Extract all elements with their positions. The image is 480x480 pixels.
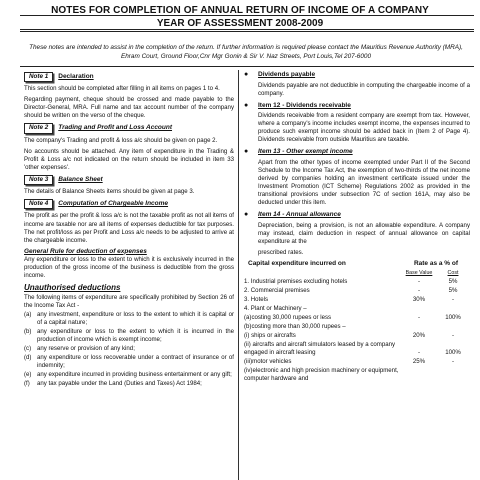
item-12-title: Item 12 - Dividends receivable <box>258 101 351 109</box>
table-subheader-row <box>244 269 470 277</box>
list-item <box>24 354 234 370</box>
table-cell-base-value: 25% <box>412 358 426 366</box>
table-row <box>244 332 470 341</box>
list-item <box>24 328 234 344</box>
dividends-payable-paragraph: Dividends payable are not deductible in computing the chargeable income of a company. <box>258 81 470 97</box>
table-cell-base-value: - <box>417 286 421 294</box>
dividends-payable-heading <box>244 70 470 80</box>
table-row <box>244 304 470 313</box>
list-item <box>24 345 234 353</box>
note-4-heading <box>24 199 234 209</box>
note-3-paragraph-1: The details of Balance Sheets items should be given at page 3. <box>24 188 195 196</box>
note-1-box: Note 1 <box>24 72 53 82</box>
note-4-title: Computation of Chargeable Income <box>58 200 169 208</box>
note-1-heading <box>24 72 234 82</box>
table-cell-cost: - <box>451 295 455 303</box>
unauthorised-deductions-heading: Unauthorised deductions <box>24 283 121 293</box>
list-item-text: any expenditure incurred in providing business entertainment or any gift; <box>37 371 232 379</box>
table-header-rate: Rate as a % of <box>413 260 459 268</box>
note-3-title: Balance Sheet <box>58 175 103 183</box>
table-subheader-base-value: Base Value <box>405 269 433 276</box>
table-cell-base-value: 30% <box>412 295 426 303</box>
column-divider <box>238 70 239 480</box>
table-cell-cost: 5% <box>448 277 458 285</box>
list-item-label: (c) <box>24 345 32 352</box>
note-3-box: Note 3 <box>24 175 53 185</box>
table-cell-description: 3. Hotels <box>244 295 269 303</box>
item-14-paragraph-2: prescribed rates. <box>258 248 304 256</box>
table-cell-cost: - <box>451 332 455 340</box>
capital-allowance-table <box>244 260 470 384</box>
table-row <box>244 277 470 286</box>
list-item-text: any reserve or provision of any kind; <box>37 345 135 352</box>
item-14-title: Item 14 - Annual allowance <box>258 211 341 219</box>
list-item <box>24 311 234 327</box>
table-row <box>244 358 470 367</box>
list-item-label: (a) <box>24 310 32 318</box>
table-cell-description: (iv)electronic and high precision machinery or equipment, computer hardware and <box>244 367 399 383</box>
bullet-icon: ● <box>244 101 249 109</box>
unauthorised-deductions-paragraph: The following items of expenditure are specifically prohibited by Section 26 of the Income Tax Act - <box>24 293 234 309</box>
list-item-text: any tax payable under the Land (Duties and Taxes) Act 1984; <box>37 380 202 388</box>
table-row <box>244 295 470 304</box>
bullet-icon: ● <box>244 71 249 78</box>
document-subtitle: YEAR OF ASSESSMENT 2008-2009 <box>156 18 324 29</box>
note-2-heading <box>24 123 234 133</box>
list-item <box>24 371 234 379</box>
item-14-paragraph-1: Depreciation, being a provision, is not an allowable expenditure. A company may instead, claim deduction in respect of annual allowance on capital expenditure at the <box>258 221 470 245</box>
note-2-paragraph-2: No accounts should be attached. Any item of expenditure in the Trading & Profit & Loss a/c not indicated on the return should be included in item 33 'other expenses'. <box>24 147 234 171</box>
table-cell-description: (ii) aircrafts and aircraft simulators leased by a company engaged in aircraft leasing <box>244 341 396 357</box>
table-header-description: Capital expenditure incurred on <box>248 260 346 268</box>
note-4-paragraph-1: The profit as per the profit & loss a/c is not the taxable profit as not all items of income are taxable nor are all items of expenses deductible for tax purposes. The net profit/loss as per Profit and Loss a/c needs to be adjusted to arrive at the chargeable income. <box>24 212 234 244</box>
item-14-heading <box>244 210 470 220</box>
note-2-box: Note 2 <box>24 123 53 133</box>
table-cell-description: 4. Plant or Machinery – <box>244 304 307 312</box>
table-cell-description: (b)costing more than 30,000 rupees – <box>244 323 346 331</box>
subtitle-rule-bottom <box>20 31 474 32</box>
item-13-title: Item 13 - Other exempt income <box>258 148 353 156</box>
table-cell-cost <box>436 304 470 313</box>
table-cell-base-value <box>402 367 436 384</box>
table-cell-base-value <box>402 304 436 313</box>
left-column <box>24 70 234 389</box>
item-12-heading <box>244 101 470 111</box>
table-cell-base-value: - <box>417 349 421 357</box>
right-column <box>244 70 470 384</box>
dividends-payable-title: Dividends payable <box>258 71 316 78</box>
item-13-heading <box>244 147 470 157</box>
intro-rule <box>20 66 474 67</box>
table-cell-cost <box>436 323 470 332</box>
note-1-title: Declaration <box>58 72 94 80</box>
table-cell-base-value: - <box>417 277 421 285</box>
table-row <box>244 323 470 332</box>
table-row <box>244 314 470 323</box>
list-item-label: (b) <box>24 327 32 335</box>
table-cell-cost: 100% <box>445 314 461 321</box>
item-13-paragraph: Apart from the other types of income exempted under Part II of the Second Schedule to the Income Tax Act, the exemption of two-thirds of the net income derived by companies holding an investment certificate issued under the Investment Promotion (ICT Scheme) Regulations 2002 as provided in the transitional provisions under subsection 7C of section 161A, may also be deducted under this item. <box>258 158 470 207</box>
table-cell-cost: 5% <box>448 286 458 294</box>
list-item-text: any investment, expenditure or loss to the extent to which it is capital or of a capital nature; <box>37 310 234 326</box>
note-4-box: Note 4 <box>24 199 53 209</box>
table-cell-description: 2. Commercial premises <box>244 286 310 294</box>
table-subheader-cost: Cost <box>447 269 459 276</box>
note-3-heading <box>24 175 234 185</box>
table-header-row <box>244 260 470 270</box>
intro-text: These notes are intended to assist in the completion of the return. If further information is required please contact the Mauritius Revenue Authority (MRA), Ehram Court, Ground Floor,Cnr Mgr Gonin & Sir V. Naz Streets, Port Louis,Tel 207-6000 <box>29 44 463 60</box>
table-row <box>244 341 470 358</box>
table-cell-base-value: - <box>417 314 421 321</box>
table-cell-description: (iii)motor vehicles <box>244 358 292 366</box>
list-item-text: any expenditure or loss to the extent to which it is incurred in the production of income which is exempt income; <box>37 327 234 343</box>
list-item <box>24 380 234 388</box>
note-1-paragraph-2: Regarding payment, cheque should be crossed and made payable to the Director-General, MRA. Full name and tax account number of the company should be written on the verso of the cheque. <box>24 96 234 120</box>
document-title: NOTES FOR COMPLETION OF ANNUAL RETURN OF INCOME OF A COMPANY <box>51 5 429 16</box>
bullet-icon: ● <box>244 148 249 156</box>
table-cell-base-value: 20% <box>412 332 426 340</box>
table-row <box>244 367 470 384</box>
title-rule <box>20 15 474 16</box>
table-cell-cost: 100% <box>445 349 461 357</box>
list-item-text: any expenditure or loss recoverable under a contract of insurance or of indemnity; <box>37 354 234 370</box>
table-row <box>244 286 470 295</box>
table-cell-cost: - <box>451 358 455 366</box>
item-12-paragraph: Dividends receivable from a resident company are exempt from tax. However, where a company's income includes exempt income, the expenses incurred to produce such exempt income should be added back in (Item 2 of Page 4). Dividends receivable from outside Mauritius are taxable. <box>258 112 470 144</box>
note-2-title: Trading and Profit and Loss Account <box>58 124 173 132</box>
list-item-label: (e) <box>24 371 32 379</box>
note-1-paragraph-1: This section should be completed after filling in all items on pages 1 to 4. <box>24 85 220 93</box>
table-cell-description: 1. Industrial premises excluding hotels <box>244 277 348 285</box>
table-cell-base-value <box>402 323 436 332</box>
general-rule-heading: General Rule for deduction of expenses <box>24 247 147 255</box>
table-cell-description: (a)costing 30,000 rupees or less <box>244 314 332 321</box>
note-2-paragraph-1: The company's Trading and profit & loss a/c should be given on page 2. <box>24 136 218 144</box>
general-rule-paragraph: Any expenditure or loss to the extent to which it is exclusively incurred in the production of the gross income of the business is deductible from the gross income. <box>24 256 234 280</box>
bullet-icon: ● <box>244 211 249 219</box>
table-cell-cost <box>436 367 470 384</box>
table-cell-description: (i) ships or aircrafts <box>244 332 296 340</box>
list-item-label: (f) <box>24 380 30 388</box>
list-item-label: (d) <box>24 354 32 362</box>
